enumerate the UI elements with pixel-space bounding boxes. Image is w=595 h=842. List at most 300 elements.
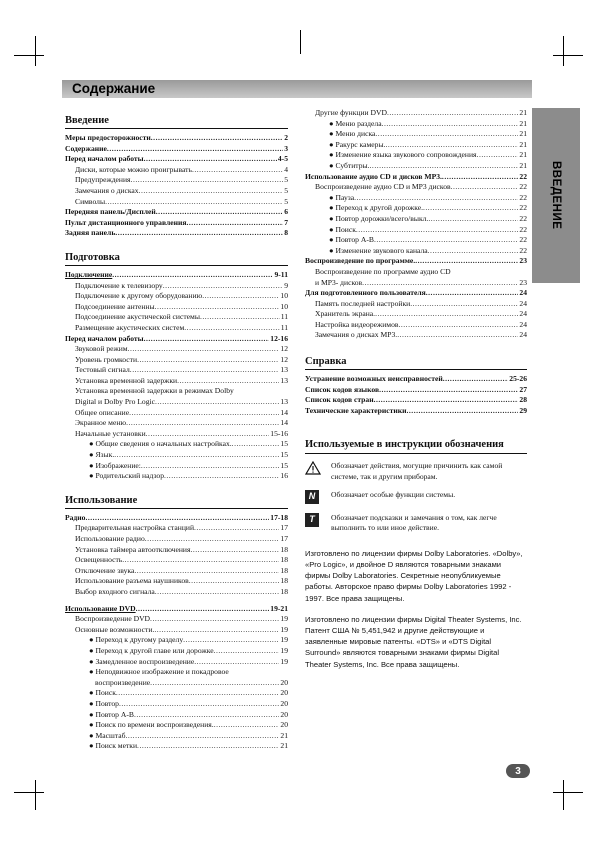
toc-entry-title: ● Меню раздела <box>329 118 382 128</box>
dot-leader <box>387 108 518 119</box>
toc-page-number: 18 <box>280 565 288 575</box>
toc-entry[interactable] <box>65 646 288 657</box>
toc-entry-title: ● Субтитры. <box>329 160 370 170</box>
symbol-description: Обозначает подсказки и замечания о том, как легче выполнить то или иное действие. <box>331 512 497 533</box>
toc-page-number: 15 <box>280 439 288 449</box>
toc-entry[interactable] <box>305 395 527 406</box>
toc-page-number: 22 <box>519 182 527 192</box>
toc-page-number: 22 <box>519 224 527 234</box>
toc-entry-title: ● Родительский надзор <box>89 471 164 481</box>
crop-mark <box>563 780 564 810</box>
tip-icon: T <box>305 513 319 527</box>
dot-leader <box>114 450 279 461</box>
section-heading: Подготовка <box>65 251 288 266</box>
toc-entry-title: ● Поиск <box>89 688 116 698</box>
toc-entry-title: ● Масштаб <box>89 730 126 740</box>
toc-entry[interactable] <box>65 133 288 144</box>
dot-leader <box>190 545 279 556</box>
dot-leader <box>192 165 283 176</box>
toc-entry[interactable] <box>65 291 288 302</box>
toc-entry-title: Предупреждения <box>75 175 131 185</box>
toc-entry[interactable] <box>65 555 288 566</box>
dot-leader <box>177 376 279 387</box>
dot-leader <box>150 678 279 689</box>
toc-entry[interactable] <box>65 355 288 366</box>
toc-entry[interactable] <box>305 119 527 130</box>
toc-entry[interactable] <box>65 312 288 323</box>
section-heading: Введение <box>65 114 288 129</box>
toc-page-number: 19 <box>280 635 288 645</box>
toc-entry-title: ● Общие сведения о начальных настройках. <box>89 439 232 449</box>
dot-leader <box>122 555 279 566</box>
dot-leader <box>112 270 273 281</box>
note-n-icon: N <box>305 490 319 504</box>
dot-leader <box>194 523 279 534</box>
toc-page-number: 2 <box>284 133 288 142</box>
toc-entry-title: Память последней настройки <box>315 298 411 308</box>
toc-entry[interactable] <box>305 374 527 385</box>
toc-page-number: 21 <box>519 150 527 160</box>
reference-heading: Справка <box>305 355 527 370</box>
dot-leader <box>116 688 280 699</box>
toc-right-column <box>305 108 527 670</box>
toc-entry-title: воспроизведение <box>95 677 151 687</box>
toc-page-number: 20 <box>280 698 288 708</box>
toc-page-number: 11 <box>280 322 288 332</box>
toc-entry[interactable] <box>65 418 288 429</box>
toc-entry[interactable] <box>305 267 527 278</box>
toc-entry[interactable] <box>305 108 527 119</box>
toc-entry-title: ● Переход к другому разделу <box>89 635 184 645</box>
toc-entry-title: Звуковой режим <box>75 344 128 354</box>
toc-entry-title: Освещенность <box>75 555 123 565</box>
toc-page-number: 6 <box>284 207 288 217</box>
dot-leader <box>410 299 518 310</box>
dot-leader <box>155 397 279 408</box>
toc-page-number: 21 <box>519 108 527 117</box>
dot-leader <box>137 741 279 752</box>
toc-entry[interactable] <box>65 228 288 239</box>
symbols-list <box>305 461 527 533</box>
dts-notice: Изготовлено по лицензии фирмы Digital Theater Systems, Inc. Патент США № 5,451,942 и другие действующие и заявленные мировые патенты. «DTS» и «DTS Digital Surround» являются товарными знаками фирмы Digital Theater Systems, Inc. Все права защищены. <box>305 614 522 669</box>
toc-entry[interactable] <box>65 302 288 313</box>
dot-leader <box>150 614 279 625</box>
toc-page-number: 19-21 <box>270 603 288 613</box>
toc-entry[interactable] <box>65 635 288 646</box>
toc-entry-title: Использование DVD <box>65 603 136 613</box>
toc-right-list <box>305 108 527 341</box>
dot-leader <box>423 203 518 214</box>
symbols-heading: Используемые в инструкции обозначения <box>305 438 527 454</box>
toc-entry[interactable] <box>65 270 288 281</box>
toc-entry-title: Тестовый сигнал <box>75 365 130 375</box>
toc-entry-title: ● Меню диска <box>329 129 376 139</box>
toc-page-number: 14 <box>280 418 288 428</box>
toc-entry-title: Установка временной задержки в режимах Dolby <box>75 386 234 396</box>
dot-leader <box>385 140 518 151</box>
dot-leader <box>374 235 518 246</box>
toc-entry-title: Символы <box>75 196 106 206</box>
toc-page-number: 18 <box>280 586 288 596</box>
toc-entry[interactable] <box>65 678 288 689</box>
toc-entry-title: Подключение к телевизору <box>75 280 163 290</box>
dot-leader <box>137 355 279 366</box>
toc-entry-title: Технические характеристики <box>305 405 407 415</box>
toc-entry-title: Передняя панель/Дисплей <box>65 207 156 217</box>
dot-leader <box>156 207 283 218</box>
dot-leader <box>144 154 277 165</box>
toc-entry[interactable] <box>305 256 527 267</box>
toc-entry[interactable] <box>65 386 288 397</box>
toc-entry-title: Устранение возможных неисправностей <box>305 374 443 384</box>
toc-entry[interactable] <box>65 587 288 598</box>
toc-entry-title: Установка временной задержки <box>75 375 178 385</box>
toc-entry-title: Подключение к другому оборудованию <box>75 291 203 301</box>
page-number: 3 <box>506 764 530 778</box>
dot-leader <box>183 635 279 646</box>
toc-entry[interactable] <box>65 397 288 408</box>
toc-entry[interactable] <box>305 278 527 289</box>
toc-page-number: 15 <box>280 460 288 470</box>
toc-entry-title: Подсоединение акустической системы <box>75 312 200 322</box>
dot-leader <box>129 408 279 419</box>
toc-page-number: 22 <box>519 203 527 213</box>
dot-leader <box>85 513 269 524</box>
toc-page-number: 5 <box>284 196 288 206</box>
toc-entry[interactable] <box>65 334 288 345</box>
symbol-item <box>305 513 527 534</box>
toc-entry-title: Экранное меню <box>75 418 127 428</box>
toc-page-number: 24 <box>519 330 527 340</box>
toc-entry-title: Выбор входного сигнала <box>75 586 155 596</box>
toc-entry-title: ● Повтор дорожки/всего/выкл. <box>329 213 429 223</box>
section-heading: Использование <box>65 494 288 509</box>
toc-page-number: 23 <box>519 256 527 266</box>
dot-leader <box>426 288 519 299</box>
dot-leader <box>146 429 270 440</box>
dot-leader <box>126 418 279 429</box>
toc-page-number: 8 <box>284 228 288 238</box>
warning-triangle-icon <box>305 461 321 479</box>
toc-entry-title: ● Изображение: <box>89 460 141 470</box>
toc-entry[interactable] <box>305 140 527 151</box>
toc-page-number: 29 <box>519 405 527 415</box>
toc-entry[interactable] <box>65 154 288 165</box>
toc-entry[interactable] <box>305 193 527 204</box>
toc-entry[interactable] <box>305 161 527 172</box>
reference-list <box>305 374 527 416</box>
toc-entry[interactable] <box>65 175 288 186</box>
page-title: Содержание <box>72 81 156 96</box>
dot-leader <box>125 731 279 742</box>
toc-entry[interactable] <box>65 741 288 752</box>
toc-page-number: 5 <box>284 185 288 195</box>
toc-entry[interactable] <box>65 365 288 376</box>
crop-mark <box>553 55 583 56</box>
dot-leader <box>155 302 280 313</box>
toc-entry-title: Отключение звука <box>75 565 135 575</box>
toc-page-number: 18 <box>280 544 288 554</box>
toc-entry[interactable] <box>65 523 288 534</box>
toc-entry-title: Размещение акустических систем <box>75 322 185 332</box>
toc-entry[interactable] <box>305 299 527 310</box>
toc-entry-title: Замечания о дисках MP3. <box>315 330 398 340</box>
toc-entry[interactable] <box>305 225 527 236</box>
toc-entry[interactable] <box>305 150 527 161</box>
dot-leader <box>375 309 518 320</box>
toc-entry[interactable] <box>65 576 288 587</box>
dot-leader <box>214 720 280 731</box>
dot-leader <box>370 161 519 172</box>
toc-entry-title: Установка таймера автоотключения <box>75 544 191 554</box>
toc-page-number: 4 <box>284 164 288 174</box>
symbol-item <box>305 490 527 506</box>
toc-entry-title: Подключение <box>65 269 113 279</box>
dot-leader <box>151 133 283 144</box>
toc-entry[interactable] <box>305 309 527 320</box>
toc-page-number: 22 <box>519 192 527 202</box>
toc-entry[interactable] <box>65 207 288 218</box>
dot-leader <box>164 471 279 482</box>
toc-page-number: 20 <box>280 688 288 698</box>
toc-entry-title: Предварительная настройка станций <box>75 523 195 533</box>
toc-entry-title: Начальные установки <box>75 428 146 438</box>
toc-entry-title: Уровень громкости <box>75 354 138 364</box>
dot-leader <box>154 625 279 636</box>
dot-leader <box>189 576 280 587</box>
toc-entry[interactable] <box>305 182 527 193</box>
toc-page-number: 21 <box>519 139 527 149</box>
toc-page-number: 13 <box>280 375 288 385</box>
dot-leader <box>379 385 518 396</box>
crop-mark <box>35 36 36 66</box>
toc-page-number: 28 <box>519 395 527 405</box>
dot-leader <box>144 334 270 345</box>
toc-page-number: 16 <box>280 471 288 481</box>
toc-entry[interactable] <box>305 246 527 257</box>
toc-entry-title: Перед началом работы <box>65 154 144 164</box>
toc-entry[interactable] <box>65 461 288 472</box>
toc-entry[interactable] <box>65 471 288 482</box>
toc-page-number: 21 <box>280 741 288 751</box>
toc-entry-title: ● Язык. <box>89 450 115 460</box>
dot-leader <box>443 374 509 385</box>
dot-leader <box>184 323 279 334</box>
toc-page-number: 18 <box>280 555 288 565</box>
toc-entry[interactable] <box>65 450 288 461</box>
toc-page-number: 13 <box>280 397 288 407</box>
toc-page-number: 22 <box>519 245 527 255</box>
toc-entry[interactable] <box>65 513 288 524</box>
toc-entry-title: Радио <box>65 512 86 522</box>
toc-entry[interactable] <box>65 566 288 577</box>
toc-entry-title: Для подготовленного пользователя <box>305 288 426 298</box>
toc-entry[interactable] <box>305 406 527 417</box>
toc-entry[interactable] <box>65 545 288 556</box>
toc-entry-title: ● Ракурс камеры. <box>329 139 386 149</box>
dot-leader <box>130 365 280 376</box>
toc-entry-title: ● Переход к другой главе или дорожке <box>89 645 214 655</box>
toc-entry-title: Перед началом работы <box>65 333 144 343</box>
toc-page-number: 19 <box>280 614 288 624</box>
toc-page-number: 23 <box>519 277 527 287</box>
dot-leader <box>134 710 279 721</box>
toc-page-number: 12-16 <box>270 333 288 343</box>
symbol-item <box>305 461 527 482</box>
toc-entry-title: Воспроизведение аудио CD и MP3 дисков <box>315 182 451 192</box>
toc-entry-title: Диски, которые можно проигрывать <box>75 164 192 174</box>
toc-page-number: 15 <box>280 450 288 460</box>
toc-page-number: 27 <box>519 384 527 394</box>
toc-entry[interactable] <box>305 235 527 246</box>
toc-entry[interactable] <box>305 214 527 225</box>
toc-entry-title: ● Повтор A-B <box>89 709 134 719</box>
toc-entry-title: Список кодов стран <box>305 395 374 405</box>
toc-entry[interactable] <box>65 323 288 334</box>
dot-leader <box>155 587 280 598</box>
toc-page-number: 19 <box>280 645 288 655</box>
toc-entry[interactable] <box>65 281 288 292</box>
toc-entry[interactable] <box>65 197 288 208</box>
toc-page-number: 12 <box>280 354 288 364</box>
toc-entry[interactable] <box>305 172 527 183</box>
dolby-notice: Изготовлено по лицензии фирмы Dolby Laboratories. «Dolby», «Pro Logic», и двойное D являются товарными знаками фирмы Dolby Laboratories. Секретные неопубликуемые работы. Авторское право фирмы Dolby Laboratories 1992 - 1997. Все права защищены. <box>305 548 523 603</box>
toc-entry-title: Воспроизведение по программе аудио CD <box>315 266 451 276</box>
side-tab-label: ВВЕДЕНИЕ <box>550 161 562 230</box>
toc-entry-title: Воспроизведение по программе. <box>305 256 416 266</box>
toc-entry[interactable] <box>65 439 288 450</box>
toc-page-number: 7 <box>284 217 288 227</box>
toc-entry-title: ● Переход к другой дорожке. <box>329 203 423 213</box>
dot-leader <box>200 312 280 323</box>
toc-entry-title: ● Повтор A-B <box>329 235 374 245</box>
toc-entry[interactable] <box>65 534 288 545</box>
toc-page-number: 14 <box>280 407 288 417</box>
dot-leader <box>362 278 518 289</box>
dot-leader <box>382 119 519 130</box>
crop-mark <box>300 30 301 54</box>
dot-leader <box>415 256 518 267</box>
dot-leader <box>451 182 519 193</box>
dot-leader <box>374 395 519 406</box>
toc-page-number: 15-16 <box>270 428 288 438</box>
dot-leader <box>131 175 284 186</box>
toc-page-number: 5 <box>284 175 288 185</box>
dot-leader <box>477 150 519 161</box>
symbol-description: Обозначает действия, могущие причинить как самой системе, так и другим приборам. <box>331 461 503 482</box>
toc-page-number: 19 <box>280 624 288 634</box>
section-side-tab <box>532 108 580 283</box>
toc-entry[interactable] <box>65 218 288 229</box>
dot-leader <box>398 320 518 331</box>
toc-page-number: 10 <box>280 291 288 301</box>
toc-entry[interactable] <box>65 657 288 668</box>
toc-entry-title: ● Пауза <box>329 192 355 202</box>
toc-entry-title: ● Поиск <box>329 224 356 234</box>
toc-page-number: 12 <box>280 344 288 354</box>
toc-entry[interactable] <box>65 604 288 615</box>
toc-entry-title: Общее описание <box>75 407 130 417</box>
toc-page-number: 20 <box>280 709 288 719</box>
dot-leader <box>139 186 284 197</box>
dot-leader <box>186 218 283 229</box>
toc-page-number: 18 <box>280 576 288 586</box>
dot-leader <box>105 197 283 208</box>
toc-entry[interactable] <box>65 614 288 625</box>
toc-page-number: 10 <box>280 301 288 311</box>
dot-leader <box>232 439 280 450</box>
dot-leader <box>119 699 279 710</box>
toc-entry[interactable] <box>65 408 288 419</box>
toc-entry[interactable] <box>65 710 288 721</box>
toc-entry[interactable] <box>65 376 288 387</box>
toc-entry-title: Использование радио <box>75 534 145 543</box>
toc-entry[interactable] <box>65 667 288 678</box>
toc-entry[interactable] <box>305 288 527 299</box>
toc-page-number: 13 <box>280 365 288 375</box>
toc-entry[interactable] <box>65 731 288 742</box>
toc-page-number: 21 <box>519 129 527 139</box>
toc-page-number: 22 <box>519 235 527 245</box>
toc-entry[interactable] <box>65 144 288 155</box>
toc-entry[interactable] <box>305 129 527 140</box>
dot-leader <box>145 534 280 545</box>
toc-page-number: 20 <box>280 677 288 687</box>
toc-entry-title: ● Изменение языка звукового сопровождения <box>329 150 477 160</box>
toc-entry[interactable] <box>65 625 288 636</box>
crop-mark <box>14 792 44 793</box>
toc-entry[interactable] <box>305 330 527 341</box>
dot-leader <box>397 330 518 341</box>
toc-page-number: 24 <box>519 319 527 329</box>
toc-entry-title: Использование разъема наушников <box>75 576 189 586</box>
dot-leader <box>107 144 283 155</box>
toc-entry[interactable] <box>305 203 527 214</box>
dot-leader <box>375 129 518 140</box>
toc-page-number: 19 <box>280 656 288 666</box>
symbol-description: Обозначает особые функции системы. <box>331 489 456 499</box>
toc-entry[interactable] <box>305 385 527 396</box>
toc-entry[interactable] <box>305 320 527 331</box>
dot-leader <box>141 461 280 472</box>
dot-leader <box>202 291 279 302</box>
crop-mark <box>563 36 564 66</box>
toc-entry-title: Основные возможности. <box>75 624 155 634</box>
toc-left-column <box>65 108 288 752</box>
toc-entry[interactable] <box>65 688 288 699</box>
toc-page-number: 17 <box>280 523 288 533</box>
toc-entry[interactable] <box>65 165 288 176</box>
toc-page-number: 24 <box>519 288 527 298</box>
toc-entry-title: Задняя панель <box>65 228 116 238</box>
toc-page-number: 9 <box>284 280 288 290</box>
toc-entry[interactable] <box>65 720 288 731</box>
toc-entry[interactable] <box>65 186 288 197</box>
toc-page-number: 24 <box>519 298 527 308</box>
toc-entry[interactable] <box>65 429 288 440</box>
toc-entry[interactable] <box>65 344 288 355</box>
toc-entry-title: ● Изменение звукового канала <box>329 245 428 255</box>
toc-entry[interactable] <box>65 699 288 710</box>
dot-leader <box>428 214 518 225</box>
dot-leader <box>407 406 519 417</box>
toc-page-number: 25-26 <box>509 374 527 384</box>
dot-leader <box>354 193 518 204</box>
toc-page-number: 11 <box>280 312 288 322</box>
toc-entry-title: Другие функции DVD <box>315 108 387 117</box>
toc-entry-title: ● Замедленное воспроизведение <box>89 656 195 666</box>
toc-entry-title: и MP3- дисков <box>315 277 363 287</box>
